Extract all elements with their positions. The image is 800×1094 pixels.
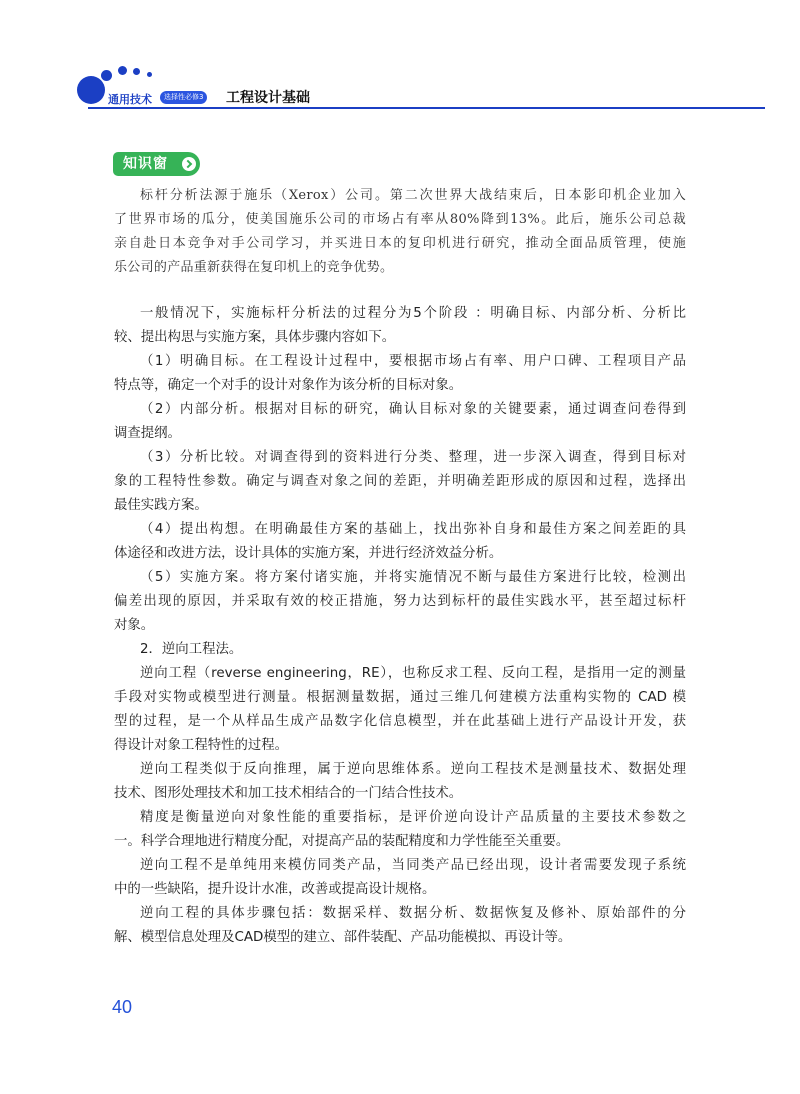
chevron-right-icon xyxy=(182,157,196,171)
kw-line: 标杆分析法源于施乐（Xerox）公司。第二次世界大战结束后，日本影印机企业加入 xyxy=(140,188,686,203)
section-heading: 2．逆向工程法。 xyxy=(140,642,243,657)
kw-line: 了世界市场的瓜分，使美国施乐公司的市场占有率从80%降到13%。此后，施乐公司总裁 xyxy=(114,212,686,227)
knowledge-window-label: 知识窗 xyxy=(123,156,168,172)
body-line: 最佳实践方案。 xyxy=(114,498,208,513)
logo-dot-icon xyxy=(77,76,105,104)
body-line: 逆向工程的具体步骤包括：数据采样、数据分析、数据恢复及修补、原始部件的分 xyxy=(140,906,686,921)
body-line: 逆向工程不是单纯用来模仿同类产品，当同类产品已经出现，设计者需要发现子系统 xyxy=(140,858,686,873)
logo-dot-icon xyxy=(118,66,127,75)
body-line: 中的一些缺陷，提升设计水准，改善或提高设计规格。 xyxy=(114,882,436,897)
body-line: 对象。 xyxy=(114,618,155,633)
body-line: 精度是衡量逆向对象性能的重要指标，是评价逆向设计产品质量的主要技术参数之 xyxy=(140,810,686,825)
body-line: 解、模型信息处理及CAD模型的建立、部件装配、产品功能模拟、再设计等。 xyxy=(114,930,572,945)
body-line: 逆向工程类似于反向推理，属于逆向思维体系。逆向工程技术是测量技术、数据处理 xyxy=(140,762,686,777)
logo-dot-icon xyxy=(133,68,140,75)
body-line: 一。科学合理地进行精度分配，对提高产品的装配精度和力学性能至关重要。 xyxy=(114,834,570,849)
series-name: 通用技术 xyxy=(108,93,152,106)
body-line: 型的过程，是一个从样品生成产品数字化信息模型，并在此基础上进行产品设计开发，获 xyxy=(114,714,686,729)
body-line: 得设计对象工程特性的过程。 xyxy=(114,738,289,753)
body-line: 手段对实物或模型进行测量。根据测量数据，通过三维几何建模方法重构实物的 CAD 模 xyxy=(114,690,686,705)
series-badge: 选择性必修3 xyxy=(160,91,207,104)
kw-line: 亲自赴日本竞争对手公司学习，并买进日本的复印机进行研究，推动全面品质管理，使施 xyxy=(114,236,686,251)
body-line: 调查提纲。 xyxy=(114,426,181,441)
body-line: 象的工程特性参数。确定与调查对象之间的差距，并明确差距形成的原因和过程，选择出 xyxy=(114,474,686,489)
page-number: 40 xyxy=(112,997,133,1017)
header-divider xyxy=(88,107,765,109)
body-line: 技术、图形处理技术和加工技术相结合的一门结合性技术。 xyxy=(114,786,463,801)
body-line: （3）分析比较。对调查得到的资料进行分类、整理，进一步深入调查，得到目标对 xyxy=(140,450,686,465)
body-line: （5）实施方案。将方案付诸实施，并将实施情况不断与最佳方案进行比较，检测出 xyxy=(140,570,686,585)
body-line: （2）内部分析。根据对目标的研究，确认目标对象的关键要素，通过调查问卷得到 xyxy=(140,402,686,417)
logo-dot-icon xyxy=(147,72,152,77)
body-line: 特点等，确定一个对手的设计对象作为该分析的目标对象。 xyxy=(114,378,463,393)
body-line: 一般情况下，实施标杆分析法的过程分为5个阶段 ：明确目标、内部分析、分析比 xyxy=(140,306,686,321)
body-line: 偏差出现的原因，并采取有效的校正措施，努力达到标杆的最佳实践水平，甚至超过标杆 xyxy=(114,594,686,609)
book-title: 工程设计基础 xyxy=(226,90,310,106)
body-line: 体途径和改进方法，设计具体的实施方案，并进行经济效益分析。 xyxy=(114,546,503,561)
body-line: 逆向工程（reverse engineering，RE），也称反求工程、反向工程，是指用一定的测量 xyxy=(140,666,686,681)
body-line: 较、提出构思与实施方案，具体步骤内容如下。 xyxy=(114,330,396,345)
logo-dot-icon xyxy=(101,70,112,81)
body-line: （1）明确目标。在工程设计过程中，要根据市场占有率、用户口碑、工程项目产品 xyxy=(140,354,686,369)
knowledge-window-badge xyxy=(113,152,200,176)
kw-line: 乐公司的产品重新获得在复印机上的竞争优势。 xyxy=(114,260,394,275)
body-line: （4）提出构想。在明确最佳方案的基础上，找出弥补自身和最佳方案之间差距的具 xyxy=(140,522,686,537)
